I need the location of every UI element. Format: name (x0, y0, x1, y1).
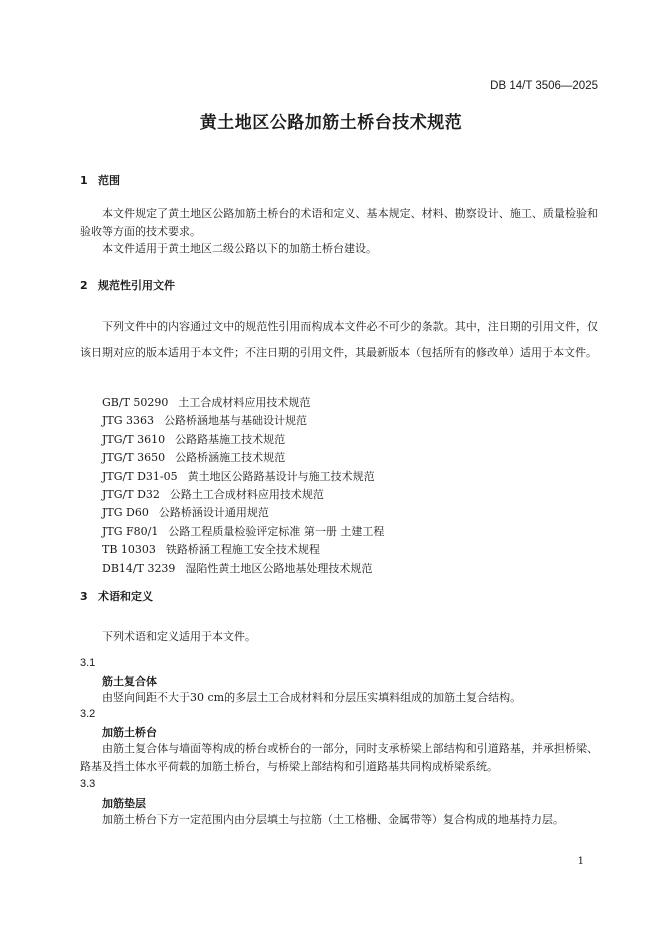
term-name: 加筋土桥台 (102, 726, 157, 739)
reference-code: DB14/T 3239 (102, 561, 176, 575)
term-definition: 加筋土桥台下方一定范围内由分层填土与拉筋（土工格栅、金属带等）复合构成的地基持力层。 (102, 813, 564, 826)
section-title: 规范性引用文件 (98, 279, 175, 292)
reference-name: 公路路基施工技术规范 (175, 432, 286, 446)
reference-item (102, 541, 384, 559)
reference-code: JTG/T 3650 (102, 451, 166, 465)
reference-code: JTG D60 (102, 506, 149, 520)
reference-name: 公路工程质量检验评定标准 第一册 土建工程 (168, 524, 385, 538)
reference-item (102, 431, 384, 449)
term-name: 筋土复合体 (102, 675, 157, 688)
reference-item (102, 468, 384, 486)
section-title: 术语和定义 (98, 590, 153, 603)
reference-code: TB 10303 (102, 543, 156, 557)
reference-list (102, 394, 384, 578)
section-1-heading (80, 172, 120, 188)
reference-code: JTG/T D32 (102, 488, 160, 502)
reference-item (102, 449, 384, 467)
term-name: 加筋垫层 (102, 797, 146, 810)
reference-item (102, 486, 384, 504)
reference-code: JTG/T D31-05 (102, 469, 178, 483)
term-number: 3.3 (80, 778, 96, 790)
reference-item (102, 394, 384, 412)
reference-item (102, 560, 384, 578)
section-2-heading (80, 277, 175, 293)
section-2-intro: 下列文件中的内容通过文中的规范性引用而构成本文件必不可少的条款。其中，注日期的引用文件，仅该日期对应的版本适用于本文件；不注日期的引用文件，其最新版本（包括所有的修改单）适用于本文件。 (80, 320, 598, 359)
reference-item (102, 412, 384, 430)
page-number: 1 (577, 856, 584, 867)
section-1-paragraph: 本文件适用于黄土地区二级公路以下的加筋土桥台建设。 (102, 242, 377, 255)
reference-code: JTG 3363 (102, 414, 155, 428)
reference-code: GB/T 50290 (102, 396, 169, 409)
reference-name: 公路桥涵施工技术规范 (175, 451, 286, 465)
reference-name: 黄土地区公路路基设计与施工技术规范 (187, 469, 375, 483)
reference-name: 铁路桥涵工程施工安全技术规程 (165, 543, 320, 557)
reference-item (102, 523, 384, 541)
section-number: 1 (80, 174, 88, 187)
section-3-intro: 下列术语和定义适用于本文件。 (102, 630, 256, 643)
reference-name: 土工合成材料应用技术规范 (178, 396, 311, 409)
reference-name: 公路土工合成材料应用技术规范 (169, 488, 324, 502)
reference-code: JTG F80/1 (102, 524, 159, 538)
reference-name: 公路桥涵设计通用规范 (158, 506, 269, 520)
reference-item (102, 504, 384, 522)
term-number: 3.2 (80, 708, 96, 720)
section-1-paragraph: 本文件规定了黄土地区公路加筋土桥台的术语和定义、基本规定、材料、勘察设计、施工、质量检验和验收等方面的技术要求。 (80, 207, 598, 238)
section-title: 范围 (98, 174, 120, 187)
reference-name: 湿陷性黄土地区公路地基处理技术规范 (185, 561, 373, 575)
reference-name: 公路桥涵地基与基础设计规范 (164, 414, 308, 428)
section-number: 2 (80, 279, 88, 292)
document-code: DB 14/T 3506—2025 (490, 80, 598, 92)
term-number: 3.1 (80, 657, 96, 669)
section-3-heading (80, 588, 153, 604)
section-number: 3 (80, 590, 88, 603)
term-definition: 由竖向间距不大于30 cm的多层土工合成材料和分层压实填料组成的加筋土复合结构。 (102, 691, 522, 704)
term-definition: 由筋土复合体与墙面等构成的桥台或桥台的一部分，同时支承桥梁上部结构和引道路基，并承担桥梁、路基及挡土体水平荷载的加筋土桥台，与桥梁上部结构和引道路基共同构成桥梁系统。 (80, 742, 598, 773)
reference-code: JTG/T 3610 (102, 432, 166, 446)
document-title: 黄土地区公路加筋土桥台技术规范 (199, 113, 463, 133)
